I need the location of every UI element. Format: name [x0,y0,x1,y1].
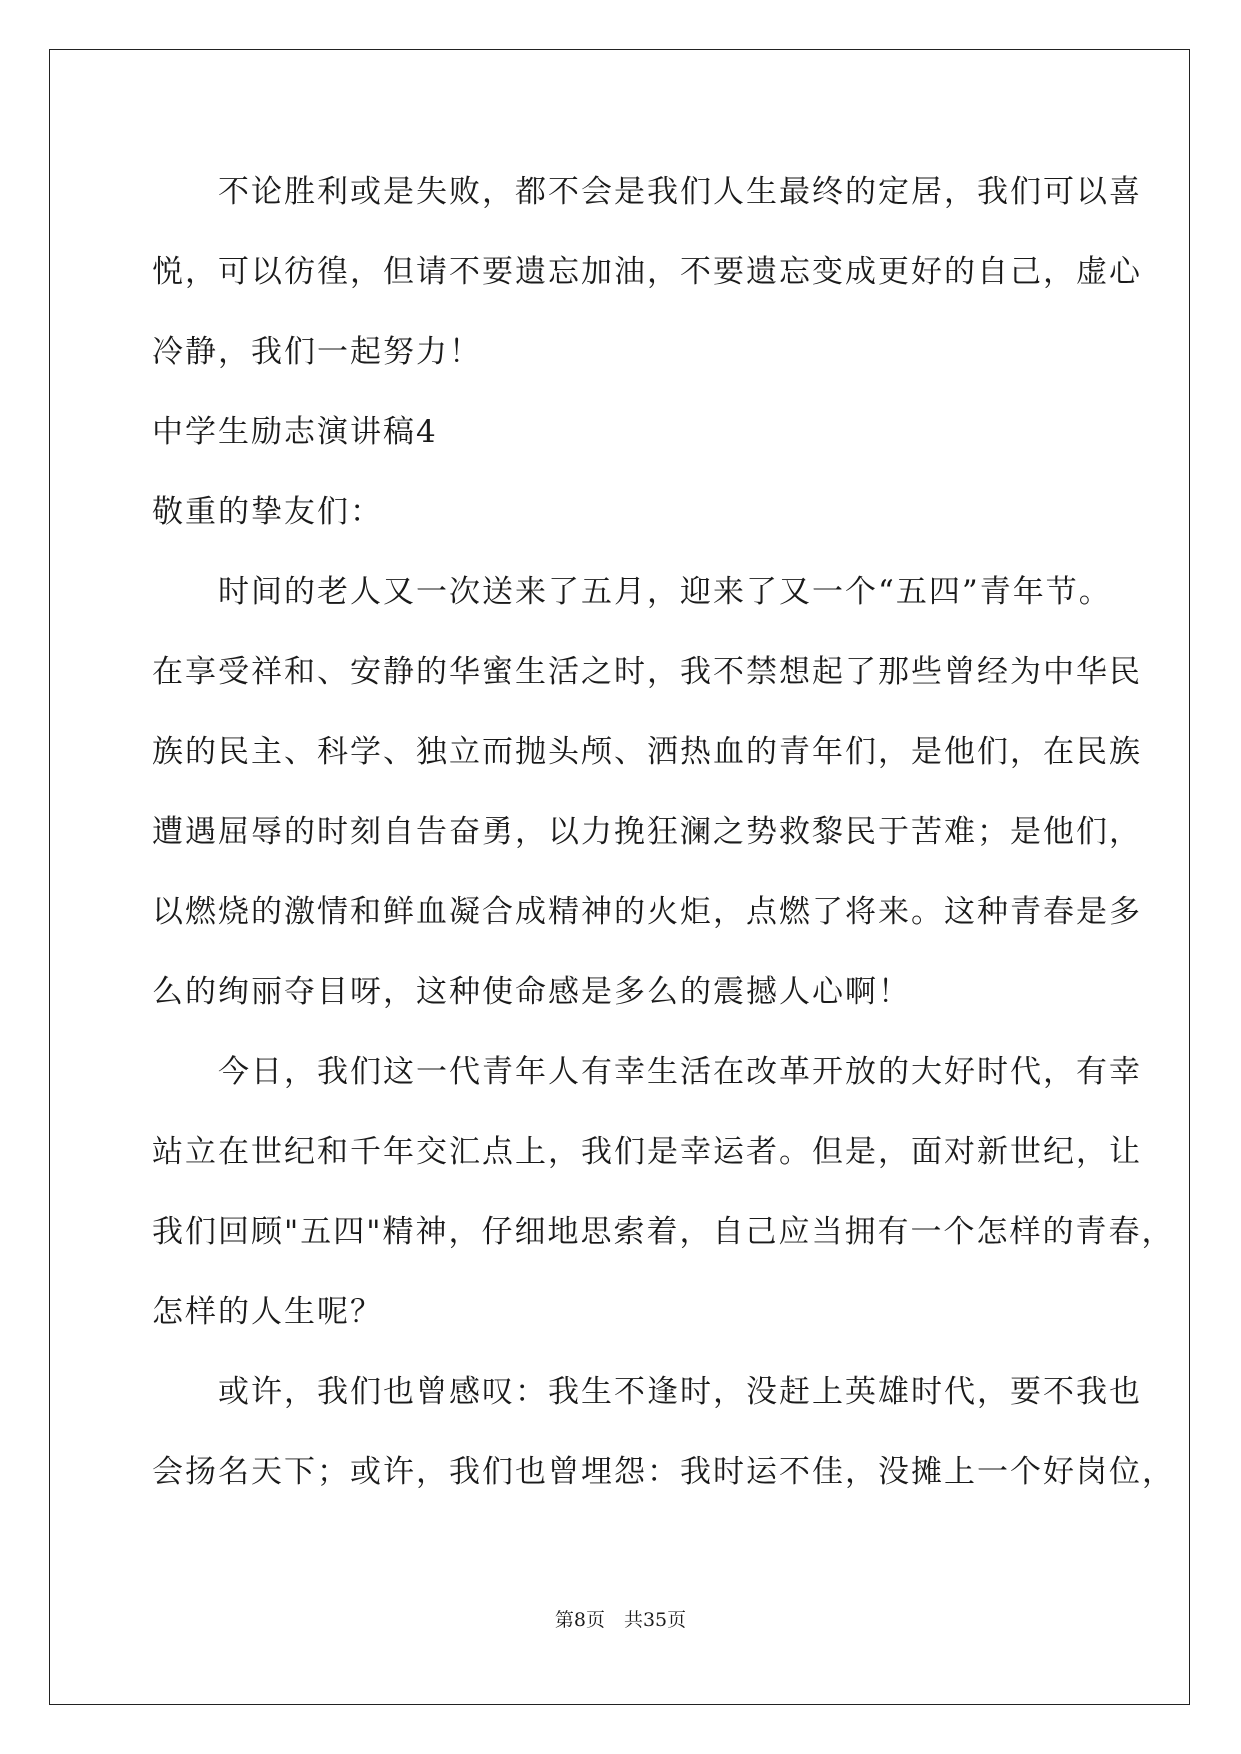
text-line: 会扬名天下；或许，我们也曾埋怨：我时运不佳，没摊上一个好岗位， [152,1454,1175,1490]
salutation: 敬重的挚友们： [152,494,383,530]
section-heading: 中学生励志演讲稿4 [152,414,438,450]
text-line: 以燃烧的激情和鲜血凝合成精神的火炬，点燃了将来。这种青春是多 [152,894,1142,930]
text-line: 冷静，我们一起努力！ [152,334,482,370]
text-line: 或许，我们也曾感叹：我生不逢时，没赶上英雄时代，要不我也 [152,1374,1142,1410]
text-line: 么的绚丽夺目呀，这种使命感是多么的震撼人心啊！ [152,974,911,1010]
text-line: 悦，可以彷徨，但请不要遗忘加油，不要遗忘变成更好的自己，虚心 [152,254,1142,290]
text-line: 我们回顾"五四"精神，仔细地思索着，自己应当拥有一个怎样的青春， [152,1214,1175,1250]
page-number-footer: 第8页 共35页 [554,1609,687,1631]
text-line: 在享受祥和、安静的华蜜生活之时，我不禁想起了那些曾经为中华民 [152,654,1142,690]
text-line: 不论胜利或是失败，都不会是我们人生最终的定居，我们可以喜 [152,174,1142,210]
text-line: 时间的老人又一次送来了五月，迎来了又一个“五四”青年节。 [152,574,1112,610]
text-line: 遭遇屈辱的时刻自告奋勇，以力挽狂澜之势救黎民于苦难；是他们， [152,814,1142,850]
text-line: 今日，我们这一代青年人有幸生活在改革开放的大好时代，有幸 [152,1054,1142,1090]
text-line: 族的民主、科学、独立而抛头颅、洒热血的青年们，是他们，在民族 [152,734,1142,770]
text-line: 怎样的人生呢？ [152,1294,383,1330]
text-line: 站立在世纪和千年交汇点上，我们是幸运者。但是，面对新世纪，让 [152,1134,1142,1170]
